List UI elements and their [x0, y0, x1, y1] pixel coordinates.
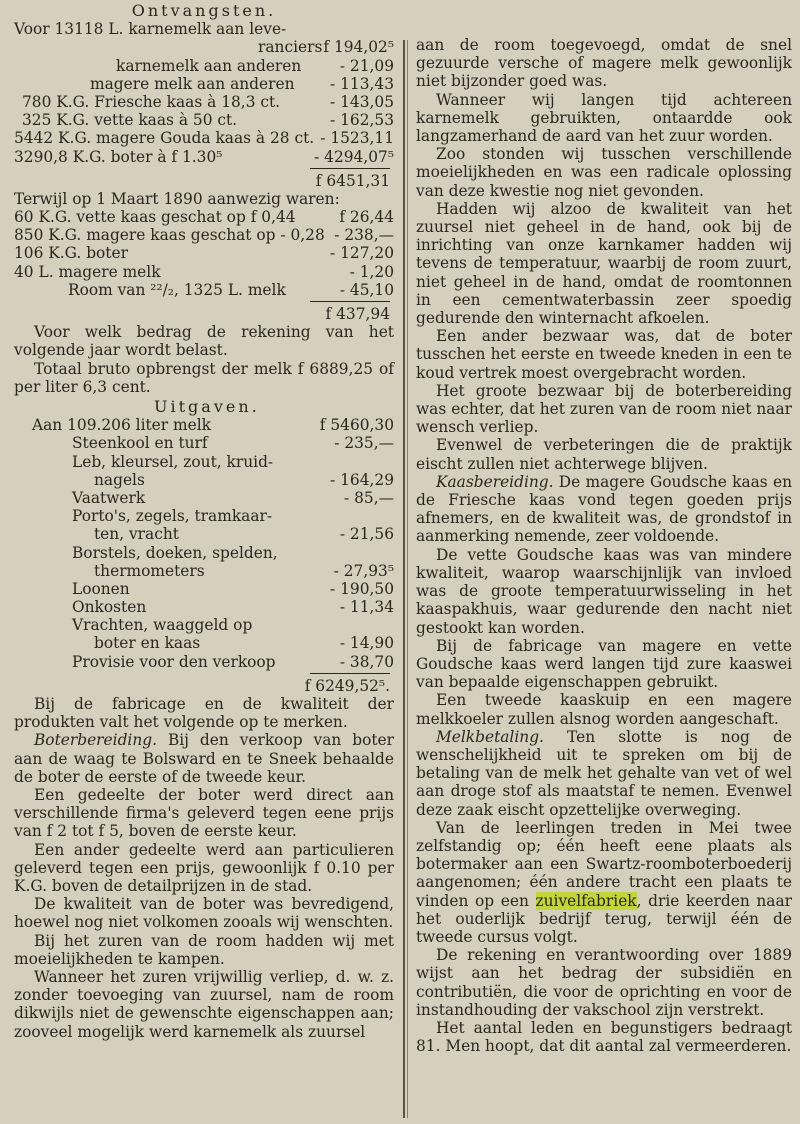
paragraph: Het groote bezwaar bij de boterbereiding was echter, dat het zuren van de room niet naar wensch verliep.: [416, 381, 792, 437]
sum-rule: [14, 671, 394, 677]
paragraph: De rekening en verantwoording over 1889 wijst aan het bedrag der subsidiën en contributiën, die voor de oprichting en voor de instandhouding der vakschool zijn verstrekt.: [416, 946, 792, 1019]
ledger-row: Porto's, zegels, tramkaar-: [72, 507, 273, 526]
ledger-row: nagels - 164,29: [94, 470, 394, 489]
right-column: [416, 36, 792, 1055]
paragraph: Bij het zuren van de room hadden wij met moeielijkheden te kampen.: [14, 931, 394, 968]
paragraph: Een gedeelte der boter werd direct aan verschillende firma's geleverd tegen eene prijs van f 2 tot f 5, boven de eerste keur.: [14, 786, 394, 841]
ledger-row: 5442 K.G. magere Gouda kaas à 28 ct. - 1523,11: [14, 129, 394, 148]
ledger-row: magere melk aan anderen - 113,43: [90, 74, 394, 93]
sum-rule: [14, 166, 394, 172]
ledger-row: 60 K.G. vette kaas geschat op f 0,44 f 26,44: [14, 208, 394, 227]
ledger-row: 106 K.G. boter - 127,20: [14, 244, 394, 263]
paragraph: Bij de fabricage van magere en vette Goudsche kaas werd langen tijd zure kaaswei van bepaalde eigenschappen gebruikt.: [416, 636, 792, 692]
ledger-row: boter en kaas - 14,90: [94, 634, 394, 653]
ledger-row: ranciers f 194,02⁵: [258, 38, 394, 57]
uitgaven-heading: Uitgaven.: [154, 397, 260, 417]
highlighted-word: zuivelfabriek: [535, 891, 637, 910]
ledger-row: Voor 13118 L. karnemelk aan leve-: [14, 20, 287, 39]
totaal-paragraph: Totaal bruto opbrengst der melk f 6889,25 of per liter 6,3 cent.: [14, 359, 394, 396]
ledger-row: Vrachten, waaggeld op: [72, 616, 253, 635]
sum-rule: [14, 299, 394, 305]
ledger-row: 325 K.G. vette kaas à 50 ct. - 162,53: [22, 111, 394, 130]
paragraph: Een tweede kaaskuip en een magere melkkoeler zullen alsnog worden aangeschaft.: [416, 691, 792, 728]
voor-welk-paragraph: Voor welk bedrag de rekening van het volgende jaar wordt belast.: [14, 323, 394, 360]
ledger-row: Provisie voor den verkoop - 38,70: [72, 652, 394, 671]
paragraph: Evenwel de verbeteringen die de praktijk eischt zullen niet achterwege blijven.: [416, 436, 792, 473]
ledger-row: 850 K.G. magere kaas geschat op - 0,28 - 238,—: [14, 226, 394, 245]
ledger-row: Aan 109.206 liter melk f 5460,30: [32, 416, 394, 435]
paragraph: De vette Goudsche kaas was van mindere kwaliteit, waarop waarschijnlijk van invloed was de groote temperatuurwisseling in het kaaspakhuis, waar gedurende den nacht niet gestookt kan worden.: [416, 545, 792, 637]
paragraph: Hadden wij alzoo de kwaliteit van het zuursel niet geheel in de hand, ook bij de inrichting van onze karnkamer hadden wij tevens de temperatuur, waarbij de room zuurt, niet geheel in de hand, omdat de roomtonnen in een cementwaterbassin zeer spoedig gedurende den winternacht afkoelen.: [416, 199, 792, 328]
paragraph: Boterbereiding. Bij den verkoop van boter aan de waag te Bolsward en te Sneek behaalde de boter de eerste of de tweede keur.: [14, 731, 394, 786]
paragraph: Wanneer wij langen tijd achtereen karnemelk gebruikten, ontaardde ook langzamerhand de aard van het zuur worden.: [416, 90, 792, 146]
paragraph: Een ander bezwaar was, dat de boter tusschen het eerste en tweede kneden in een te koud vertrek moest overgebracht worden.: [416, 327, 792, 382]
ledger-row: Onkosten - 11,34: [72, 598, 394, 617]
ledger-row: Leb, kleursel, zout, kruid-: [72, 452, 274, 471]
ledger-row: 3290,8 K.G. boter à f 1.30⁵ - 4294,07⁵: [14, 147, 394, 166]
ledger-row: Room van ²²/₂, 1325 L. melk - 45,10: [68, 280, 394, 299]
paragraph: Bij de fabricage en de kwaliteit der produkten valt het volgende op te merken.: [14, 695, 394, 732]
ledger-row: Loonen - 190,50: [72, 579, 394, 598]
column-rule: [403, 40, 405, 1118]
ledger-row: thermometers - 27,93⁵: [94, 561, 394, 580]
paragraph: De kwaliteit van de boter was bevredigend, hoewel nog niet volkomen zooals wij wenschten.: [14, 895, 394, 932]
paragraph: Wanneer het zuren vrijwillig verliep, d. w. z. zonder toevoeging van zuursel, nam de room dikwijls niet de gewenschte eigenschappen aan; zooveel mogelijk werd karnemelk als zuursel: [14, 968, 394, 1041]
paragraph: Een ander gedeelte werd aan particulieren geleverd tegen een prijs, gewoonlijk f 0.10 per K.G. boven de detailprijzen in de stad.: [14, 840, 394, 896]
ledger-row: Vaatwerk - 85,—: [72, 488, 394, 507]
left-column: [14, 0, 394, 1041]
uitgaven-total: f 6249,52⁵.: [304, 676, 390, 695]
aanwezig-intro: Terwijl op 1 Maart 1890 aanwezig waren:: [14, 189, 340, 208]
ontvangsten-total: f 6451,31: [315, 171, 390, 190]
ledger-row: Steenkool en turf - 235,—: [72, 434, 394, 453]
paragraph: Melkbetaling. Ten slotte is nog de wenschelijkheid uit te spreken om bij de betaling van de melk het gehalte van vet of wel aan droge stof als maatstaf te nemen. Evenwel deze zaak eischt opzettelijke overweging.: [416, 727, 792, 819]
aanwezig-total: f 437,94: [325, 305, 390, 324]
ledger-row: 40 L. magere melk - 1,20: [14, 262, 394, 281]
column-rule: [407, 40, 408, 1118]
ledger-row: karnemelk aan anderen - 21,09: [116, 56, 394, 75]
paragraph: Zoo stonden wij tusschen verschillende moeielijkheden en was een radicale oplossing van deze kwestie nog niet gevonden.: [416, 145, 792, 200]
paragraph: aan de room toegevoegd, omdat de snel gezuurde versche of magere melk gewoonlijk niet bijzonder goed was.: [416, 36, 792, 91]
paragraph: Van de leerlingen treden in Mei twee zelfstandig op; één heeft eene plaats als botermaker aan een Swartz-roomboterboederij aangenomen; één andere tracht een plaats te vinden op een zuivelfabriek, drie keerden naar het ouderlijk bedrijf terug, terwijl één de tweede cursus volgt.: [416, 818, 793, 946]
ontvangsten-heading: Ontvangsten.: [131, 1, 277, 20]
paragraph: Het aantal leden en begunstigers bedraagt 81. Men hoopt, dat dit aantal zal vermeerderen.: [416, 1018, 792, 1056]
ledger-row: ten, vracht - 21,56: [94, 525, 394, 544]
ledger-row: 780 K.G. Friesche kaas à 18,3 ct. - 143,05: [22, 92, 394, 111]
paragraph: Kaasbereiding. De magere Goudsche kaas en de Friesche kaas vond tegen goeden prijs afnemers, en de kwaliteit was, de grondstof in aanmerking nemende, zeer voldoende.: [416, 472, 792, 546]
ledger-row: Borstels, doeken, spelden,: [72, 543, 278, 562]
